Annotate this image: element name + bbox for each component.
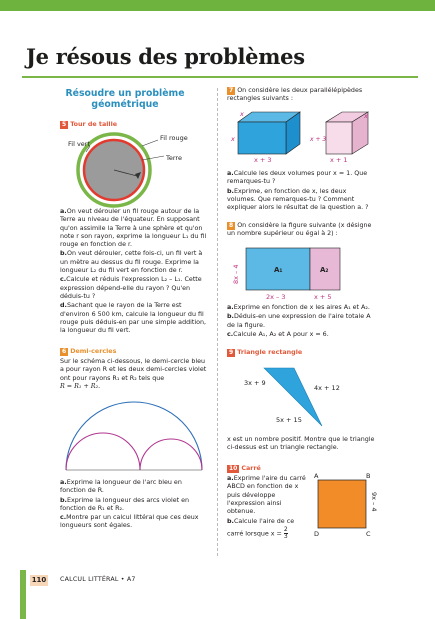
label-x-plus-3: x + 3 — [254, 156, 272, 164]
label-8x-minus-4: 8x – 4 — [232, 264, 240, 284]
exercise-title: Carré — [241, 465, 261, 472]
exercise-7-questions — [227, 170, 377, 212]
label-x-plus-1: x + 1 — [330, 156, 348, 164]
label-5x-plus-15: 5x + 15 — [276, 416, 302, 424]
label-D: D — [314, 530, 320, 538]
label-terre: Terre — [166, 154, 182, 162]
column-divider — [217, 88, 218, 556]
question-a: a.Exprime l'aire du carré ABCD en fonction de x puis développe l'expression ainsi obtenue. — [227, 475, 306, 516]
semicircles-diagram — [60, 390, 210, 475]
label-fil-vert: Fil vert — [68, 140, 91, 148]
pink-box-front — [326, 122, 352, 154]
violet-semicircle-1 — [66, 433, 140, 470]
blue-box-front — [238, 122, 286, 154]
exercise-number: 10 — [229, 465, 238, 472]
exercise-title: Tour de taille — [70, 121, 118, 128]
label-fil-rouge: Fil rouge — [160, 134, 188, 142]
question-c: c.Calcule A₁, A₂ et A pour x = 6. — [227, 330, 329, 338]
label-x-plus-3: x + 3 — [310, 136, 327, 143]
label-a2: A₂ — [320, 266, 329, 274]
label-9x-minus-4: 9x – 4 — [370, 492, 378, 512]
exercise-8-intro: 8 On considère la figure suivante (x désigne un nombre supérieur ou égal à 2) : — [227, 222, 372, 238]
orange-square — [318, 480, 366, 528]
question-a: a.Exprime la longueur de l'arc bleu en fonction de R. — [60, 479, 182, 495]
question-b: b.Déduis-en une expression de l'aire totale A de la figure. — [227, 313, 371, 329]
exercise-10-questions — [227, 475, 309, 540]
fraction: $\frac{2}{3}$ — [283, 525, 288, 540]
exercise-number: 8 — [229, 222, 234, 229]
label-4x-plus-12: 4x + 12 — [314, 384, 340, 392]
label-x: x — [364, 112, 368, 120]
earth-diagram — [60, 130, 210, 210]
label-x: x — [231, 135, 235, 143]
label-x-plus-5: x + 5 — [314, 293, 332, 301]
question-c: c.Montre par un calcul littéral que ces deux longueurs sont égales. — [60, 514, 199, 530]
violet-semicircle-2 — [140, 439, 202, 470]
triangle-diagram — [228, 360, 378, 432]
exercise-9-text: x est un nombre positif. Montre que le triangle ci-dessus est un triangle rectangle. — [227, 436, 375, 452]
page-title: Je résous des problèmes — [26, 44, 305, 69]
boxes-diagram — [228, 108, 378, 166]
question-a: a.On veut dérouler un fil rouge autour de la Terre au niveau de l'équateur. En supposant qu'on assimile la Terre à une sphère et qu'on note r son rayon, exprime la longueur L₁ du fil rouge en fonction de r. — [60, 208, 207, 249]
exercise-9-header — [227, 349, 377, 357]
question-a: a.Calcule les deux volumes pour x = 1. Que remarques-tu ? — [227, 170, 368, 186]
top-green-bar — [0, 0, 435, 11]
leader-line — [142, 140, 158, 146]
footer-chapter: CALCUL LITTÉRAL • A7 — [60, 576, 136, 583]
label-C: C — [366, 530, 371, 538]
exercise-number: 6 — [62, 348, 67, 355]
exercise-title: Triangle rectangle — [237, 349, 303, 356]
label-B: B — [366, 472, 371, 480]
exercise-6-header — [60, 348, 208, 356]
exercise-title: Demi-cercles — [70, 348, 117, 355]
title-underline — [22, 76, 418, 78]
section-heading: Résoudre un problème géométrique — [65, 88, 185, 110]
label-3x-plus-9: 3x + 9 — [244, 379, 266, 387]
exercise-5-header — [60, 121, 200, 129]
exercise-8-questions — [227, 304, 377, 339]
question-d: d.Sachant que le rayon de la Terre est d'environ 6 500 km, calcule la longueur du fil rouge puis déduis-en par une simple addition, la longueur du fil vert. — [60, 302, 207, 335]
question-b: b.Exprime, en fonction de x, les deux volumes. Que remarques-tu ? Comment expliquer alors le résultat de la question a. ? — [227, 187, 369, 212]
label-x: x — [240, 110, 244, 118]
page-number: 110 — [31, 576, 47, 584]
exercise-6-questions — [60, 479, 208, 531]
exercise-5-text — [60, 208, 208, 335]
exercise-number: 5 — [62, 121, 67, 128]
exercise-6-intro: Sur le schéma ci-dessous, le demi-cercle bleu a pour rayon R et les deux demi-cercles violet ont pour rayons R₁ et R₂ tels que R = R₁ + R₂. — [60, 358, 207, 390]
label-A: A — [314, 472, 319, 480]
question-a: a.Exprime en fonction de x les aires A₁ et A₂. — [227, 304, 370, 311]
label-2x-minus-3: 2x – 3 — [266, 293, 286, 301]
question-b: b.Calcule l'aire de ce carré lorsque x = $\frac{2}{3}$ — [227, 518, 295, 540]
exercise-number: 7 — [229, 87, 234, 94]
blue-semicircle — [66, 402, 202, 470]
question-b: b.On veut dérouler, cette fois-ci, un fil vert à un mètre au dessus du fil rouge. Exprime la longueur L₂ du fil vert en fonction de r. — [60, 250, 203, 275]
exercise-7-intro: 7 On considère les deux parallélépipèdes rectangles suivants : — [227, 87, 363, 103]
question-b: b.Exprime la longueur des arcs violet en fonction de R₁ et R₂. — [60, 496, 190, 512]
exercise-number: 9 — [229, 349, 234, 356]
question-c: c.Calcule et réduis l'expression L₂ – L₁. Cette expression dépend-elle du rayon ? Qu'en déduis-tu ? — [60, 276, 202, 300]
label-a1: A₁ — [274, 266, 283, 274]
rectangles-diagram — [228, 244, 378, 302]
footer-green-bar — [20, 570, 26, 619]
square-diagram — [310, 470, 380, 540]
